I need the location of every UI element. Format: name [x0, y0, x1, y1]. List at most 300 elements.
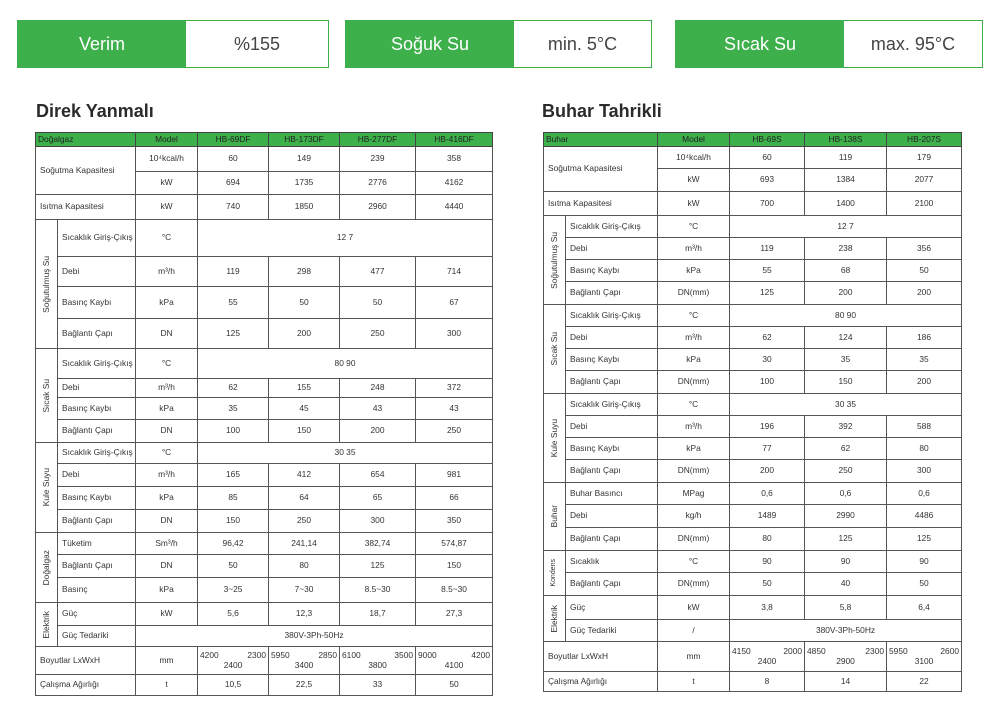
value-cell: 200 — [730, 460, 805, 483]
badge-value: %155 — [233, 33, 281, 54]
header-model: HB-138S — [805, 133, 887, 147]
value-cell: 740 — [198, 195, 269, 220]
value-cell: 90 — [730, 551, 805, 573]
table-row — [544, 282, 962, 305]
unit-cell: DN(mm) — [658, 573, 730, 596]
value-cell: 7~30 — [269, 578, 340, 603]
table-row — [36, 603, 493, 626]
unit-cell: DN — [136, 420, 198, 443]
left-section-title: Direk Yanmalı — [36, 101, 154, 121]
value-cell: 80 — [269, 555, 340, 578]
header-fuel: Buhar — [544, 133, 658, 147]
value-cell: 68 — [805, 260, 887, 282]
value-cell: 0,6 — [730, 483, 805, 505]
table-row — [544, 672, 962, 692]
row-label: Basınç Kaybı — [566, 260, 658, 282]
value-cell: 4162 — [416, 172, 493, 195]
value-cell: 165 — [198, 464, 269, 487]
row-label: Sıcaklık Giriş-Çıkış — [566, 216, 658, 238]
dim-cell: 4850 2300 2900 — [805, 642, 887, 672]
unit-cell: °C — [658, 216, 730, 238]
value-cell: 55 — [730, 260, 805, 282]
value-cell: 350 — [416, 510, 493, 533]
group-label-electric: Elektrik — [36, 603, 58, 647]
row-label: Debi — [58, 379, 136, 398]
unit-cell: t — [658, 672, 730, 692]
group-label-cooling-tower-water: Kule Suyu — [544, 394, 566, 483]
span-value: 80 90 — [730, 305, 962, 327]
span-value: 80 90 — [198, 349, 493, 379]
value-cell: 392 — [805, 416, 887, 438]
value-cell: 67 — [416, 287, 493, 319]
unit-cell: kW — [136, 195, 198, 220]
value-cell: 33 — [340, 675, 416, 696]
steam-driven-spec-table — [543, 132, 962, 692]
table-row — [544, 349, 962, 371]
value-cell: 43 — [416, 398, 493, 420]
table-row — [544, 238, 962, 260]
table-row — [36, 147, 493, 172]
value-cell: 654 — [340, 464, 416, 487]
table-row — [36, 578, 493, 603]
value-cell: 0,6 — [887, 483, 962, 505]
value-cell: 714 — [416, 257, 493, 287]
value-cell: 356 — [887, 238, 962, 260]
row-label: Basınç Kaybı — [58, 398, 136, 420]
span-value: 30 35 — [198, 443, 493, 464]
row-label: Güç Tedariki — [58, 626, 136, 647]
value-cell: 155 — [269, 379, 340, 398]
unit-cell: DN — [136, 319, 198, 349]
table-row — [36, 220, 493, 257]
value-cell: 2100 — [887, 192, 962, 216]
value-cell: 119 — [198, 257, 269, 287]
value-cell: 200 — [887, 282, 962, 305]
dim-cell: 4200 2300 2400 — [198, 647, 269, 675]
table-row — [544, 573, 962, 596]
row-label: Debi — [58, 257, 136, 287]
badge-label: Soğuk Su — [346, 21, 514, 67]
table-row — [544, 505, 962, 528]
value-cell: 298 — [269, 257, 340, 287]
value-cell: 35 — [198, 398, 269, 420]
unit-cell: kPa — [136, 398, 198, 420]
group-label-natural-gas: Doğalgaz — [36, 533, 58, 603]
value-cell: 80 — [730, 528, 805, 551]
value-cell: 6,4 — [887, 596, 962, 620]
group-label-hot-water: Sıcak Su — [36, 349, 58, 443]
header-row — [544, 133, 962, 147]
value-cell: 22 — [887, 672, 962, 692]
value-cell: 90 — [805, 551, 887, 573]
row-label: Bağlantı Çapı — [566, 460, 658, 483]
unit-cell: kPa — [136, 487, 198, 510]
value-cell: 65 — [340, 487, 416, 510]
table-row — [36, 555, 493, 578]
row-label: Bağlantı Çapı — [566, 573, 658, 596]
table-row — [36, 319, 493, 349]
row-label: Buhar Basıncı — [566, 483, 658, 505]
value-cell: 239 — [340, 147, 416, 172]
table-row — [544, 216, 962, 238]
header-model: HB-416DF — [416, 133, 493, 147]
header-unit: Model — [658, 133, 730, 147]
row-label: Basınç Kaybı — [58, 287, 136, 319]
value-cell: 35 — [887, 349, 962, 371]
value-cell: 5,8 — [805, 596, 887, 620]
header-fuel: Doğalgaz — [36, 133, 136, 147]
value-cell: 50 — [887, 573, 962, 596]
unit-cell: kPa — [658, 349, 730, 371]
row-label: Sıcaklık Giriş-Çıkış — [58, 220, 136, 257]
table-row — [544, 460, 962, 483]
value-cell: 1400 — [805, 192, 887, 216]
unit-cell: °C — [658, 551, 730, 573]
value-cell: 3~25 — [198, 578, 269, 603]
value-cell: 45 — [269, 398, 340, 420]
value-cell: 14 — [805, 672, 887, 692]
cooling-capacity-label: Soğutma Kapasitesi — [544, 147, 658, 192]
table-row — [544, 327, 962, 349]
table-row — [544, 438, 962, 460]
unit-cell: t — [136, 675, 198, 696]
value-cell: 10,5 — [198, 675, 269, 696]
badge-cold-water — [345, 20, 652, 68]
dim-cell: 9000 4200 4100 — [416, 647, 493, 675]
unit-cell: °C — [136, 443, 198, 464]
header-model: HB-69S — [730, 133, 805, 147]
row-label: Bağlantı Çapı — [58, 319, 136, 349]
dimensions-label: Boyutlar LxWxH — [36, 647, 136, 675]
value-cell: 1735 — [269, 172, 340, 195]
value-cell: 55 — [198, 287, 269, 319]
value-cell: 248 — [340, 379, 416, 398]
dimensions-label: Boyutlar LxWxH — [544, 642, 658, 672]
unit-cell: m³/h — [658, 327, 730, 349]
value-cell: 64 — [269, 487, 340, 510]
unit-cell: mm — [658, 642, 730, 672]
value-cell: 100 — [730, 371, 805, 394]
span-value: 30 35 — [730, 394, 962, 416]
row-label: Basınç Kaybı — [566, 438, 658, 460]
dim-cell: 5950 2850 3400 — [269, 647, 340, 675]
row-label: Bağlantı Çapı — [566, 371, 658, 394]
value-cell: 50 — [730, 573, 805, 596]
value-cell: 100 — [198, 420, 269, 443]
value-cell: 588 — [887, 416, 962, 438]
value-cell: 200 — [805, 282, 887, 305]
row-label: Bağlantı Çapı — [58, 555, 136, 578]
table-row — [36, 675, 493, 696]
value-cell: 125 — [887, 528, 962, 551]
row-label: Debi — [566, 505, 658, 528]
weight-label: Çalışma Ağırlığı — [544, 672, 658, 692]
value-cell: 372 — [416, 379, 493, 398]
table-row — [544, 260, 962, 282]
value-cell: 8.5~30 — [340, 578, 416, 603]
table-row — [544, 620, 962, 642]
value-cell: 1384 — [805, 169, 887, 192]
unit-cell: DN — [136, 510, 198, 533]
value-cell: 382,74 — [340, 533, 416, 555]
row-label: Debi — [566, 416, 658, 438]
group-label-chilled-water: Soğutulmuş Su — [36, 220, 58, 349]
unit-cell: kW — [658, 596, 730, 620]
unit-cell: kPa — [136, 578, 198, 603]
unit-cell: kW — [136, 603, 198, 626]
value-cell: 1850 — [269, 195, 340, 220]
value-cell: 125 — [805, 528, 887, 551]
value-cell: 4440 — [416, 195, 493, 220]
row-label: Sıcaklık Giriş-Çıkış — [58, 349, 136, 379]
header-unit: Model — [136, 133, 198, 147]
value-cell: 4486 — [887, 505, 962, 528]
value-cell: 150 — [805, 371, 887, 394]
header-model: HB-207S — [887, 133, 962, 147]
value-cell: 2776 — [340, 172, 416, 195]
heating-capacity-label: Isıtma Kapasitesi — [36, 195, 136, 220]
dim-cell: 6100 3500 3800 — [340, 647, 416, 675]
unit-cell: m³/h — [136, 257, 198, 287]
value-cell: 8 — [730, 672, 805, 692]
value-cell: 124 — [805, 327, 887, 349]
value-cell: 27,3 — [416, 603, 493, 626]
row-label: Debi — [566, 327, 658, 349]
table-row — [36, 398, 493, 420]
value-cell: 250 — [269, 510, 340, 533]
value-cell: 12,3 — [269, 603, 340, 626]
value-cell: 0,6 — [805, 483, 887, 505]
table-row — [36, 510, 493, 533]
table-row — [36, 443, 493, 464]
group-label-steam: Buhar — [544, 483, 566, 551]
unit-cell: °C — [136, 349, 198, 379]
value-cell: 5,6 — [198, 603, 269, 626]
value-cell: 119 — [805, 147, 887, 169]
value-cell: 250 — [416, 420, 493, 443]
value-cell: 50 — [269, 287, 340, 319]
group-label-hot-water: Sıcak Su — [544, 305, 566, 394]
value-cell: 40 — [805, 573, 887, 596]
value-cell: 80 — [887, 438, 962, 460]
row-label: Sıcaklık Giriş-Çıkış — [58, 443, 136, 464]
row-label: Güç — [58, 603, 136, 626]
row-label: Bağlantı Çapı — [58, 510, 136, 533]
group-label-cooling-tower-water: Kule Suyu — [36, 443, 58, 533]
row-label: Güç Tedariki — [566, 620, 658, 642]
span-value: 12 7 — [730, 216, 962, 238]
table-row — [544, 416, 962, 438]
right-section-title: Buhar Tahrikli — [542, 101, 662, 121]
table-row — [544, 394, 962, 416]
unit-cell: m³/h — [658, 238, 730, 260]
unit-cell: °C — [658, 394, 730, 416]
value-cell: 85 — [198, 487, 269, 510]
table-row — [544, 192, 962, 216]
value-cell: 125 — [198, 319, 269, 349]
value-cell: 62 — [730, 327, 805, 349]
group-label-chilled-water: Soğutulmuş Su — [544, 216, 566, 305]
value-cell: 574,87 — [416, 533, 493, 555]
value-cell: 60 — [730, 147, 805, 169]
value-cell: 477 — [340, 257, 416, 287]
value-cell: 1489 — [730, 505, 805, 528]
value-cell: 150 — [198, 510, 269, 533]
table-row — [544, 483, 962, 505]
span-value: 380V-3Ph-50Hz — [730, 620, 962, 642]
row-label: Tüketim — [58, 533, 136, 555]
row-label: Basınç Kaybı — [566, 349, 658, 371]
row-label: Sıcaklık — [566, 551, 658, 573]
value-cell: 18,7 — [340, 603, 416, 626]
value-cell: 200 — [269, 319, 340, 349]
row-label: Bağlantı Çapı — [58, 420, 136, 443]
value-cell: 35 — [805, 349, 887, 371]
table-row — [36, 379, 493, 398]
value-cell: 119 — [730, 238, 805, 260]
value-cell: 700 — [730, 192, 805, 216]
badge-efficiency — [17, 20, 329, 68]
table-row — [36, 287, 493, 319]
unit-cell: DN — [136, 555, 198, 578]
value-cell: 179 — [887, 147, 962, 169]
table-row — [36, 487, 493, 510]
row-label: Sıcaklık Giriş-Çıkış — [566, 305, 658, 327]
unit-cell: Sm³/h — [136, 533, 198, 555]
badge-value: min. 5°C — [547, 33, 618, 54]
badge-value: max. 95°C — [870, 33, 956, 54]
value-cell: 60 — [198, 147, 269, 172]
value-cell: 30 — [730, 349, 805, 371]
header-model: HB-69DF — [198, 133, 269, 147]
value-cell: 300 — [340, 510, 416, 533]
value-cell: 241,14 — [269, 533, 340, 555]
unit-cell: kPa — [658, 438, 730, 460]
unit-cell: MPag — [658, 483, 730, 505]
unit-cell: mm — [136, 647, 198, 675]
value-cell: 358 — [416, 147, 493, 172]
value-cell: 300 — [416, 319, 493, 349]
group-label-electric: Elektrik — [544, 596, 566, 642]
unit-cell: kPa — [658, 260, 730, 282]
value-cell: 3,8 — [730, 596, 805, 620]
table-row — [36, 647, 493, 675]
table-row — [36, 257, 493, 287]
value-cell: 50 — [416, 675, 493, 696]
span-value: 380V-3Ph-50Hz — [136, 626, 493, 647]
value-cell: 238 — [805, 238, 887, 260]
header-model: HB-173DF — [269, 133, 340, 147]
value-cell: 694 — [198, 172, 269, 195]
value-cell: 2990 — [805, 505, 887, 528]
table-row — [544, 528, 962, 551]
table-row — [36, 420, 493, 443]
unit-cell: m³/h — [136, 379, 198, 398]
value-cell: 693 — [730, 169, 805, 192]
table-row — [544, 596, 962, 620]
header-row — [36, 133, 493, 147]
table-row — [36, 626, 493, 647]
row-label: Bağlantı Çapı — [566, 282, 658, 305]
value-cell: 125 — [730, 282, 805, 305]
value-cell: 149 — [269, 147, 340, 172]
dim-cell: 4150 2000 2400 — [730, 642, 805, 672]
badge-label: Sıcak Su — [676, 21, 844, 67]
table-row — [544, 305, 962, 327]
value-cell: 50 — [887, 260, 962, 282]
unit-cell: kg/h — [658, 505, 730, 528]
badge-hot-water — [675, 20, 983, 68]
value-cell: 150 — [269, 420, 340, 443]
value-cell: 300 — [887, 460, 962, 483]
table-row — [544, 551, 962, 573]
value-cell: 2960 — [340, 195, 416, 220]
unit-cell: m³/h — [658, 416, 730, 438]
value-cell: 62 — [805, 438, 887, 460]
unit-cell: 10⁴kcal/h — [136, 147, 198, 172]
value-cell: 125 — [340, 555, 416, 578]
value-cell: 412 — [269, 464, 340, 487]
value-cell: 8.5~30 — [416, 578, 493, 603]
row-label: Güç — [566, 596, 658, 620]
value-cell: 96,42 — [198, 533, 269, 555]
unit-cell: DN(mm) — [658, 282, 730, 305]
value-cell: 250 — [805, 460, 887, 483]
cooling-capacity-label: Soğutma Kapasitesi — [36, 147, 136, 195]
value-cell: 50 — [198, 555, 269, 578]
span-value: 12 7 — [198, 220, 493, 257]
table-row — [36, 349, 493, 379]
direct-fired-spec-table — [35, 132, 493, 696]
row-label: Debi — [58, 464, 136, 487]
value-cell: 186 — [887, 327, 962, 349]
value-cell: 150 — [416, 555, 493, 578]
unit-cell: DN(mm) — [658, 460, 730, 483]
unit-cell: / — [658, 620, 730, 642]
table-row — [544, 147, 962, 169]
header-model: HB-277DF — [340, 133, 416, 147]
heating-capacity-label: Isıtma Kapasitesi — [544, 192, 658, 216]
unit-cell: °C — [658, 305, 730, 327]
unit-cell: 10⁴kcal/h — [658, 147, 730, 169]
row-label: Debi — [566, 238, 658, 260]
value-cell: 200 — [340, 420, 416, 443]
value-cell: 2077 — [887, 169, 962, 192]
table-row — [36, 533, 493, 555]
row-label: Basınç Kaybı — [58, 487, 136, 510]
value-cell: 66 — [416, 487, 493, 510]
value-cell: 62 — [198, 379, 269, 398]
unit-cell: °C — [136, 220, 198, 257]
value-cell: 43 — [340, 398, 416, 420]
badge-label: Verim — [18, 21, 186, 67]
value-cell: 77 — [730, 438, 805, 460]
value-cell: 200 — [887, 371, 962, 394]
row-label: Bağlantı Çapı — [566, 528, 658, 551]
unit-cell: kW — [658, 192, 730, 216]
row-label: Sıcaklık Giriş-Çıkış — [566, 394, 658, 416]
table-row — [36, 195, 493, 220]
unit-cell: DN(mm) — [658, 528, 730, 551]
unit-cell: kW — [658, 169, 730, 192]
unit-cell: kPa — [136, 287, 198, 319]
unit-cell: kW — [136, 172, 198, 195]
table-row — [544, 642, 962, 672]
value-cell: 196 — [730, 416, 805, 438]
value-cell: 250 — [340, 319, 416, 349]
value-cell: 50 — [340, 287, 416, 319]
value-cell: 981 — [416, 464, 493, 487]
